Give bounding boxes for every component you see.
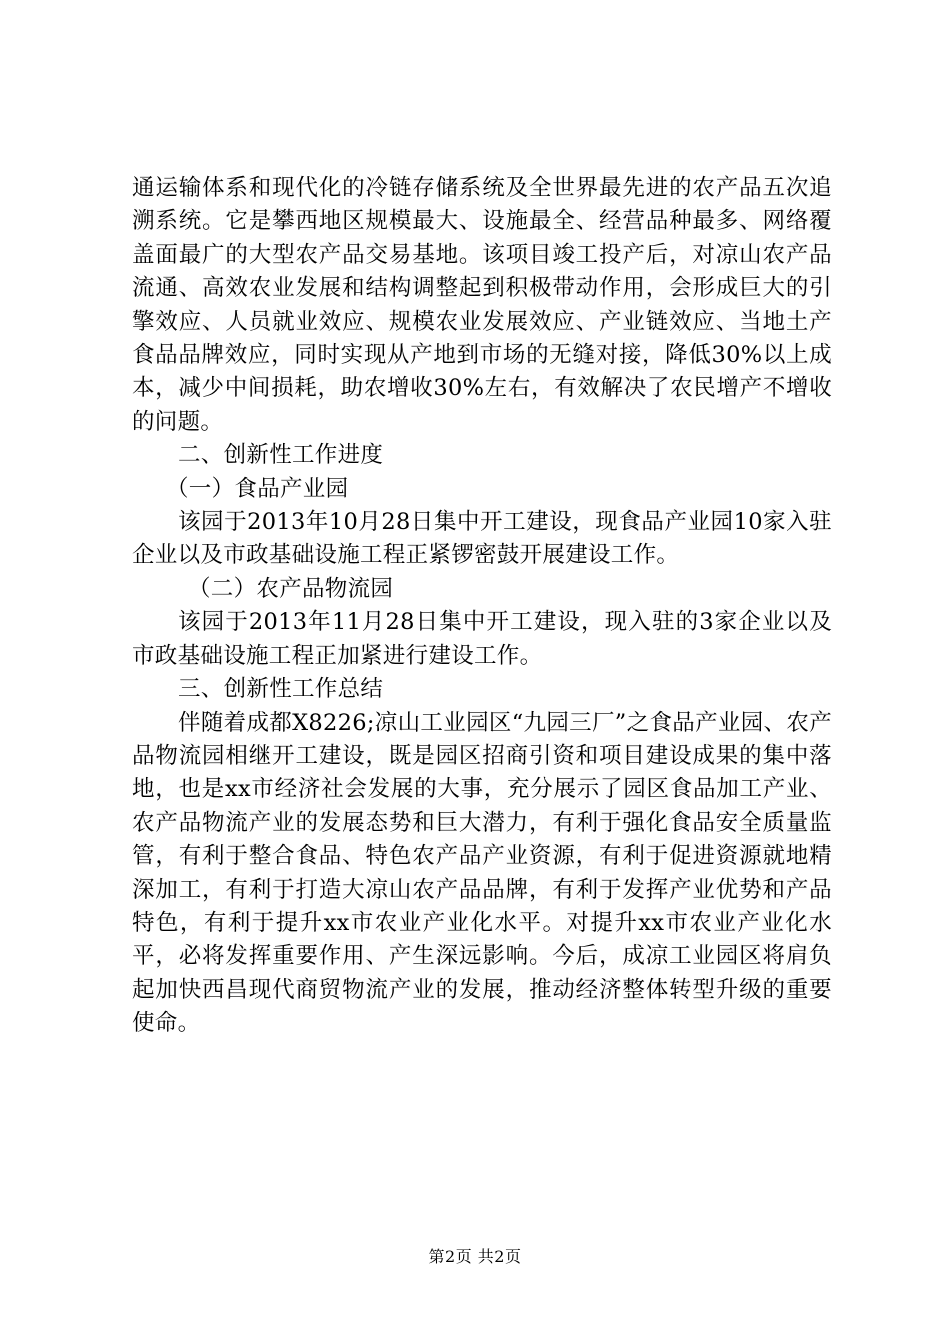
paragraph-summary: 伴随着成都X8226;凉山工业园区“九园三厂”之食品产业园、农产品物流园相继开工建设，既是园区招商引资和项目建设成果的集中落地，也是xx市经济社会发展的大事，充分展示了园区食品加工产业、农产品物流产业的发展态势和巨大潜力，有利于强化食品安全质量监管，有利于整合食品、特色农产品产业资源，有利于促进资源就地精深加工，有利于打造大凉山农产品品牌，有利于发挥产业优势和产品特色，有利于提升xx市农业产业化水平。对提升xx市农业产业化水平，必将发挥重要作用、产生深远影响。今后，成凉工业园区将肩负起加快西昌现代商贸物流产业的发展，推动经济整体转型升级的重要使命。 <box>132 709 832 1037</box>
section-heading-summary: 三、创新性工作总结 <box>178 676 384 703</box>
page-footer: 第2页 共2页 <box>428 1247 522 1266</box>
subheading-food-park: （一）食品产业园 <box>166 475 349 502</box>
document-body <box>132 172 832 1041</box>
section-heading-progress: 二、创新性工作进度 <box>178 442 384 469</box>
subheading-logistics-park: （二）农产品物流园 <box>188 575 394 602</box>
paragraph-food-park: 该园于2013年10月28日集中开工建设，现食品产业园10家入驻企业以及市政基础设施工程正紧锣密鼓开展建设工作。 <box>132 509 832 569</box>
paragraph-intro: 通运输体系和现代化的冷链存储系统及全世界最先进的农产品五次追溯系统。它是攀西地区规模最大、设施最全、经营品种最多、网络覆盖面最广的大型农产品交易基地。该项目竣工投产后，对凉山农产品流通、高效农业发展和结构调整起到积极带动作用，会形成巨大的引擎效应、人员就业效应、规模农业发展效应、产业链效应、当地土产食品品牌效应，同时实现从产地到市场的无缝对接，降低30%以上成本，减少中间损耗，助农增收30%左右，有效解决了农民增产不增收的问题。 <box>132 175 832 435</box>
paragraph-logistics-park: 该园于2013年11月28日集中开工建设，现入驻的3家企业以及市政基础设施工程正加紧进行建设工作。 <box>132 609 832 669</box>
